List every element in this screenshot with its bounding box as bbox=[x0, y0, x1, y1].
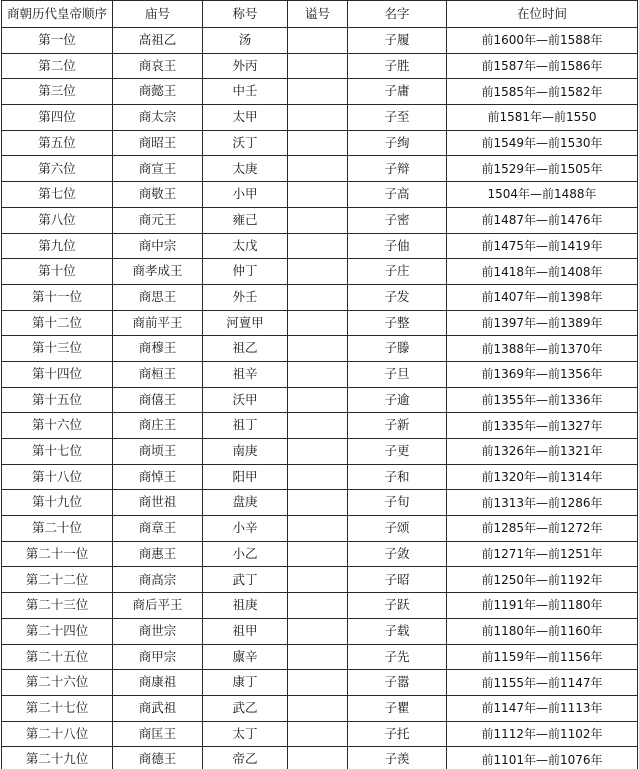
cell-title[interactable]: 太庚 bbox=[203, 156, 288, 182]
cell-reign-period[interactable]: 前1101年—前1076年 bbox=[447, 747, 638, 769]
cell-order[interactable]: 第二十九位 bbox=[2, 747, 113, 769]
cell-personal-name[interactable]: 子敛 bbox=[348, 541, 447, 567]
table-row bbox=[2, 105, 638, 131]
cell-personal-name[interactable]: 子胜 bbox=[348, 53, 447, 79]
cell-title[interactable]: 祖甲 bbox=[203, 618, 288, 644]
cell-order[interactable]: 第一位 bbox=[2, 28, 113, 54]
table-row bbox=[2, 156, 638, 182]
cell-personal-name[interactable]: 子跃 bbox=[348, 593, 447, 619]
cell-reign-period[interactable]: 前1313年—前1286年 bbox=[447, 490, 638, 516]
cell-order[interactable]: 第九位 bbox=[2, 233, 113, 259]
cell-posthumous-name[interactable] bbox=[288, 156, 348, 182]
cell-temple-name[interactable]: 商敬王 bbox=[113, 182, 203, 208]
cell-reign-period[interactable]: 前1159年—前1156年 bbox=[447, 644, 638, 670]
cell-personal-name[interactable]: 子载 bbox=[348, 618, 447, 644]
cell-posthumous-name[interactable] bbox=[288, 593, 348, 619]
cell-reign-period[interactable]: 前1285年—前1272年 bbox=[447, 516, 638, 542]
cell-order[interactable]: 第十二位 bbox=[2, 310, 113, 336]
cell-title[interactable]: 小乙 bbox=[203, 541, 288, 567]
table-row bbox=[2, 695, 638, 721]
cell-order[interactable]: 第十位 bbox=[2, 259, 113, 285]
cell-reign-period[interactable]: 前1587年—前1586年 bbox=[447, 53, 638, 79]
cell-personal-name[interactable]: 子羡 bbox=[348, 747, 447, 769]
cell-temple-name[interactable]: 商懿王 bbox=[113, 79, 203, 105]
cell-personal-name[interactable]: 子逾 bbox=[348, 387, 447, 413]
cell-reign-period[interactable]: 前1271年—前1251年 bbox=[447, 541, 638, 567]
shang-emperors-table bbox=[1, 0, 638, 769]
cell-reign-period[interactable]: 前1355年—前1336年 bbox=[447, 387, 638, 413]
cell-posthumous-name[interactable] bbox=[288, 130, 348, 156]
cell-title[interactable]: 小辛 bbox=[203, 516, 288, 542]
cell-order[interactable]: 第三位 bbox=[2, 79, 113, 105]
cell-order[interactable]: 第二十五位 bbox=[2, 644, 113, 670]
cell-title[interactable]: 帝乙 bbox=[203, 747, 288, 769]
cell-posthumous-name[interactable] bbox=[288, 695, 348, 721]
table-row bbox=[2, 79, 638, 105]
cell-order[interactable]: 第七位 bbox=[2, 182, 113, 208]
table-row bbox=[2, 516, 638, 542]
cell-order[interactable]: 第十九位 bbox=[2, 490, 113, 516]
cell-posthumous-name[interactable] bbox=[288, 490, 348, 516]
table-row bbox=[2, 490, 638, 516]
cell-order[interactable]: 第十六位 bbox=[2, 413, 113, 439]
cell-reign-period[interactable]: 前1585年—前1582年 bbox=[447, 79, 638, 105]
cell-title[interactable]: 武乙 bbox=[203, 695, 288, 721]
cell-reign-period[interactable]: 前1155年—前1147年 bbox=[447, 670, 638, 696]
table-row bbox=[2, 464, 638, 490]
cell-temple-name[interactable]: 高祖乙 bbox=[113, 28, 203, 54]
cell-posthumous-name[interactable] bbox=[288, 516, 348, 542]
cell-title[interactable]: 廪辛 bbox=[203, 644, 288, 670]
table-row bbox=[2, 439, 638, 465]
cell-reign-period[interactable]: 前1475年—前1419年 bbox=[447, 233, 638, 259]
cell-posthumous-name[interactable] bbox=[288, 105, 348, 131]
cell-title[interactable]: 武丁 bbox=[203, 567, 288, 593]
cell-temple-name[interactable]: 商顷王 bbox=[113, 439, 203, 465]
cell-reign-period[interactable]: 前1397年—前1389年 bbox=[447, 310, 638, 336]
cell-order[interactable]: 第十一位 bbox=[2, 284, 113, 310]
cell-order[interactable]: 第二十一位 bbox=[2, 541, 113, 567]
cell-title[interactable]: 沃甲 bbox=[203, 387, 288, 413]
cell-order[interactable]: 第十五位 bbox=[2, 387, 113, 413]
table-row bbox=[2, 284, 638, 310]
cell-posthumous-name[interactable] bbox=[288, 618, 348, 644]
cell-temple-name[interactable]: 商思王 bbox=[113, 284, 203, 310]
cell-reign-period[interactable]: 前1180年—前1160年 bbox=[447, 618, 638, 644]
cell-reign-period[interactable]: 前1600年—前1588年 bbox=[447, 28, 638, 54]
cell-title[interactable]: 祖辛 bbox=[203, 361, 288, 387]
cell-temple-name[interactable]: 商庄王 bbox=[113, 413, 203, 439]
table-row bbox=[2, 670, 638, 696]
cell-title[interactable]: 祖庚 bbox=[203, 593, 288, 619]
cell-reign-period[interactable]: 前1407年—前1398年 bbox=[447, 284, 638, 310]
cell-title[interactable]: 太甲 bbox=[203, 105, 288, 131]
cell-order[interactable]: 第二位 bbox=[2, 53, 113, 79]
cell-posthumous-name[interactable] bbox=[288, 541, 348, 567]
cell-posthumous-name[interactable] bbox=[288, 79, 348, 105]
cell-temple-name[interactable]: 商世宗 bbox=[113, 618, 203, 644]
cell-temple-name[interactable]: 商惠王 bbox=[113, 541, 203, 567]
table-row bbox=[2, 182, 638, 208]
header-reign-period[interactable]: 在位时间 bbox=[447, 1, 638, 28]
cell-posthumous-name[interactable] bbox=[288, 387, 348, 413]
cell-order[interactable]: 第二十四位 bbox=[2, 618, 113, 644]
cell-order[interactable]: 第四位 bbox=[2, 105, 113, 131]
cell-personal-name[interactable]: 子辩 bbox=[348, 156, 447, 182]
cell-personal-name[interactable]: 子托 bbox=[348, 721, 447, 747]
cell-title[interactable]: 外壬 bbox=[203, 284, 288, 310]
table-row bbox=[2, 413, 638, 439]
cell-posthumous-name[interactable] bbox=[288, 439, 348, 465]
cell-temple-name[interactable]: 商匡王 bbox=[113, 721, 203, 747]
header-posthumous-name[interactable]: 谥号 bbox=[288, 1, 348, 28]
cell-temple-name[interactable]: 商后平王 bbox=[113, 593, 203, 619]
cell-title[interactable]: 汤 bbox=[203, 28, 288, 54]
cell-reign-period[interactable]: 前1326年—前1321年 bbox=[447, 439, 638, 465]
cell-personal-name[interactable]: 子发 bbox=[348, 284, 447, 310]
cell-reign-period[interactable]: 前1487年—前1476年 bbox=[447, 207, 638, 233]
cell-order[interactable]: 第十七位 bbox=[2, 439, 113, 465]
cell-temple-name[interactable]: 商章王 bbox=[113, 516, 203, 542]
cell-reign-period[interactable]: 前1369年—前1356年 bbox=[447, 361, 638, 387]
table-row bbox=[2, 28, 638, 54]
cell-personal-name[interactable]: 子嚣 bbox=[348, 670, 447, 696]
cell-temple-name[interactable]: 商僖王 bbox=[113, 387, 203, 413]
cell-title[interactable]: 康丁 bbox=[203, 670, 288, 696]
cell-posthumous-name[interactable] bbox=[288, 284, 348, 310]
cell-temple-name[interactable]: 商中宗 bbox=[113, 233, 203, 259]
cell-personal-name[interactable]: 子滕 bbox=[348, 336, 447, 362]
cell-reign-period[interactable]: 前1335年—前1327年 bbox=[447, 413, 638, 439]
cell-temple-name[interactable]: 商元王 bbox=[113, 207, 203, 233]
cell-posthumous-name[interactable] bbox=[288, 670, 348, 696]
cell-order[interactable]: 第十八位 bbox=[2, 464, 113, 490]
cell-reign-period[interactable]: 前1388年—前1370年 bbox=[447, 336, 638, 362]
cell-posthumous-name[interactable] bbox=[288, 28, 348, 54]
cell-posthumous-name[interactable] bbox=[288, 413, 348, 439]
cell-personal-name[interactable]: 子旬 bbox=[348, 490, 447, 516]
cell-temple-name[interactable]: 商昭王 bbox=[113, 130, 203, 156]
cell-reign-period[interactable]: 前1147年—前1113年 bbox=[447, 695, 638, 721]
cell-order[interactable]: 第十三位 bbox=[2, 336, 113, 362]
cell-title[interactable]: 太戊 bbox=[203, 233, 288, 259]
cell-order[interactable]: 第二十六位 bbox=[2, 670, 113, 696]
cell-temple-name[interactable]: 商桓王 bbox=[113, 361, 203, 387]
cell-order[interactable]: 第二十位 bbox=[2, 516, 113, 542]
cell-order[interactable]: 第二十八位 bbox=[2, 721, 113, 747]
cell-personal-name[interactable]: 子至 bbox=[348, 105, 447, 131]
cell-personal-name[interactable]: 子密 bbox=[348, 207, 447, 233]
cell-title[interactable]: 沃丁 bbox=[203, 130, 288, 156]
cell-temple-name[interactable]: 商穆王 bbox=[113, 336, 203, 362]
cell-personal-name[interactable]: 子更 bbox=[348, 439, 447, 465]
table-header-row bbox=[2, 1, 638, 28]
header-order[interactable]: 商朝历代皇帝顺序 bbox=[2, 1, 113, 28]
table-row bbox=[2, 310, 638, 336]
cell-title[interactable]: 外丙 bbox=[203, 53, 288, 79]
cell-posthumous-name[interactable] bbox=[288, 747, 348, 769]
table-row bbox=[2, 130, 638, 156]
cell-temple-name[interactable]: 商前平王 bbox=[113, 310, 203, 336]
cell-posthumous-name[interactable] bbox=[288, 310, 348, 336]
table-row bbox=[2, 387, 638, 413]
cell-posthumous-name[interactable] bbox=[288, 567, 348, 593]
cell-title[interactable]: 小甲 bbox=[203, 182, 288, 208]
cell-order[interactable]: 第八位 bbox=[2, 207, 113, 233]
cell-order[interactable]: 第二十二位 bbox=[2, 567, 113, 593]
table-row bbox=[2, 567, 638, 593]
cell-personal-name[interactable]: 子履 bbox=[348, 28, 447, 54]
cell-personal-name[interactable]: 子和 bbox=[348, 464, 447, 490]
table-row bbox=[2, 336, 638, 362]
table-row bbox=[2, 53, 638, 79]
table-body bbox=[2, 28, 638, 769]
cell-reign-period[interactable]: 前1581年—前1550 bbox=[447, 105, 638, 131]
header-personal-name[interactable]: 名字 bbox=[348, 1, 447, 28]
cell-title[interactable]: 南庚 bbox=[203, 439, 288, 465]
cell-reign-period[interactable]: 前1191年—前1180年 bbox=[447, 593, 638, 619]
cell-posthumous-name[interactable] bbox=[288, 361, 348, 387]
cell-personal-name[interactable]: 子昭 bbox=[348, 567, 447, 593]
table-row bbox=[2, 644, 638, 670]
cell-posthumous-name[interactable] bbox=[288, 53, 348, 79]
cell-temple-name[interactable]: 商悼王 bbox=[113, 464, 203, 490]
cell-temple-name[interactable]: 商哀王 bbox=[113, 53, 203, 79]
cell-posthumous-name[interactable] bbox=[288, 644, 348, 670]
cell-reign-period[interactable]: 前1320年—前1314年 bbox=[447, 464, 638, 490]
cell-posthumous-name[interactable] bbox=[288, 233, 348, 259]
cell-personal-name[interactable]: 子绚 bbox=[348, 130, 447, 156]
table-row bbox=[2, 721, 638, 747]
cell-title[interactable]: 太丁 bbox=[203, 721, 288, 747]
cell-temple-name[interactable]: 商德王 bbox=[113, 747, 203, 769]
cell-title[interactable]: 仲丁 bbox=[203, 259, 288, 285]
cell-posthumous-name[interactable] bbox=[288, 182, 348, 208]
cell-personal-name[interactable]: 子庸 bbox=[348, 79, 447, 105]
cell-personal-name[interactable]: 子旦 bbox=[348, 361, 447, 387]
cell-title[interactable]: 阳甲 bbox=[203, 464, 288, 490]
cell-personal-name[interactable]: 子新 bbox=[348, 413, 447, 439]
cell-reign-period[interactable]: 前1418年—前1408年 bbox=[447, 259, 638, 285]
cell-reign-period[interactable]: 前1112年—前1102年 bbox=[447, 721, 638, 747]
cell-reign-period[interactable]: 1504年—前1488年 bbox=[447, 182, 638, 208]
cell-temple-name[interactable]: 商甲宗 bbox=[113, 644, 203, 670]
table-row bbox=[2, 233, 638, 259]
cell-title[interactable]: 河亶甲 bbox=[203, 310, 288, 336]
table-row bbox=[2, 747, 638, 769]
cell-reign-period[interactable]: 前1250年—前1192年 bbox=[447, 567, 638, 593]
cell-posthumous-name[interactable] bbox=[288, 259, 348, 285]
table-row bbox=[2, 618, 638, 644]
cell-title[interactable]: 祖乙 bbox=[203, 336, 288, 362]
cell-temple-name[interactable]: 商宣王 bbox=[113, 156, 203, 182]
cell-title[interactable]: 盘庚 bbox=[203, 490, 288, 516]
cell-personal-name[interactable]: 子庄 bbox=[348, 259, 447, 285]
header-title[interactable]: 称号 bbox=[203, 1, 288, 28]
cell-personal-name[interactable]: 子瞿 bbox=[348, 695, 447, 721]
cell-title[interactable]: 祖丁 bbox=[203, 413, 288, 439]
cell-personal-name[interactable]: 子高 bbox=[348, 182, 447, 208]
table-row bbox=[2, 207, 638, 233]
cell-order[interactable]: 第十四位 bbox=[2, 361, 113, 387]
cell-order[interactable]: 第二十三位 bbox=[2, 593, 113, 619]
cell-title[interactable]: 中壬 bbox=[203, 79, 288, 105]
header-temple-name[interactable]: 庙号 bbox=[113, 1, 203, 28]
table-row bbox=[2, 259, 638, 285]
cell-order[interactable]: 第六位 bbox=[2, 156, 113, 182]
cell-posthumous-name[interactable] bbox=[288, 464, 348, 490]
cell-temple-name[interactable]: 商太宗 bbox=[113, 105, 203, 131]
table-row bbox=[2, 361, 638, 387]
cell-reign-period[interactable]: 前1549年—前1530年 bbox=[447, 130, 638, 156]
cell-personal-name[interactable]: 子颂 bbox=[348, 516, 447, 542]
cell-temple-name[interactable]: 商世祖 bbox=[113, 490, 203, 516]
cell-posthumous-name[interactable] bbox=[288, 336, 348, 362]
cell-temple-name[interactable]: 商武祖 bbox=[113, 695, 203, 721]
table-row bbox=[2, 593, 638, 619]
cell-temple-name[interactable]: 商高宗 bbox=[113, 567, 203, 593]
cell-reign-period[interactable]: 前1529年—前1505年 bbox=[447, 156, 638, 182]
cell-title[interactable]: 雍己 bbox=[203, 207, 288, 233]
cell-order[interactable]: 第二十七位 bbox=[2, 695, 113, 721]
cell-posthumous-name[interactable] bbox=[288, 207, 348, 233]
cell-personal-name[interactable]: 子伷 bbox=[348, 233, 447, 259]
cell-temple-name[interactable]: 商孝成王 bbox=[113, 259, 203, 285]
cell-temple-name[interactable]: 商康祖 bbox=[113, 670, 203, 696]
cell-personal-name[interactable]: 子整 bbox=[348, 310, 447, 336]
cell-posthumous-name[interactable] bbox=[288, 721, 348, 747]
table-row bbox=[2, 541, 638, 567]
cell-personal-name[interactable]: 子先 bbox=[348, 644, 447, 670]
cell-order[interactable]: 第五位 bbox=[2, 130, 113, 156]
